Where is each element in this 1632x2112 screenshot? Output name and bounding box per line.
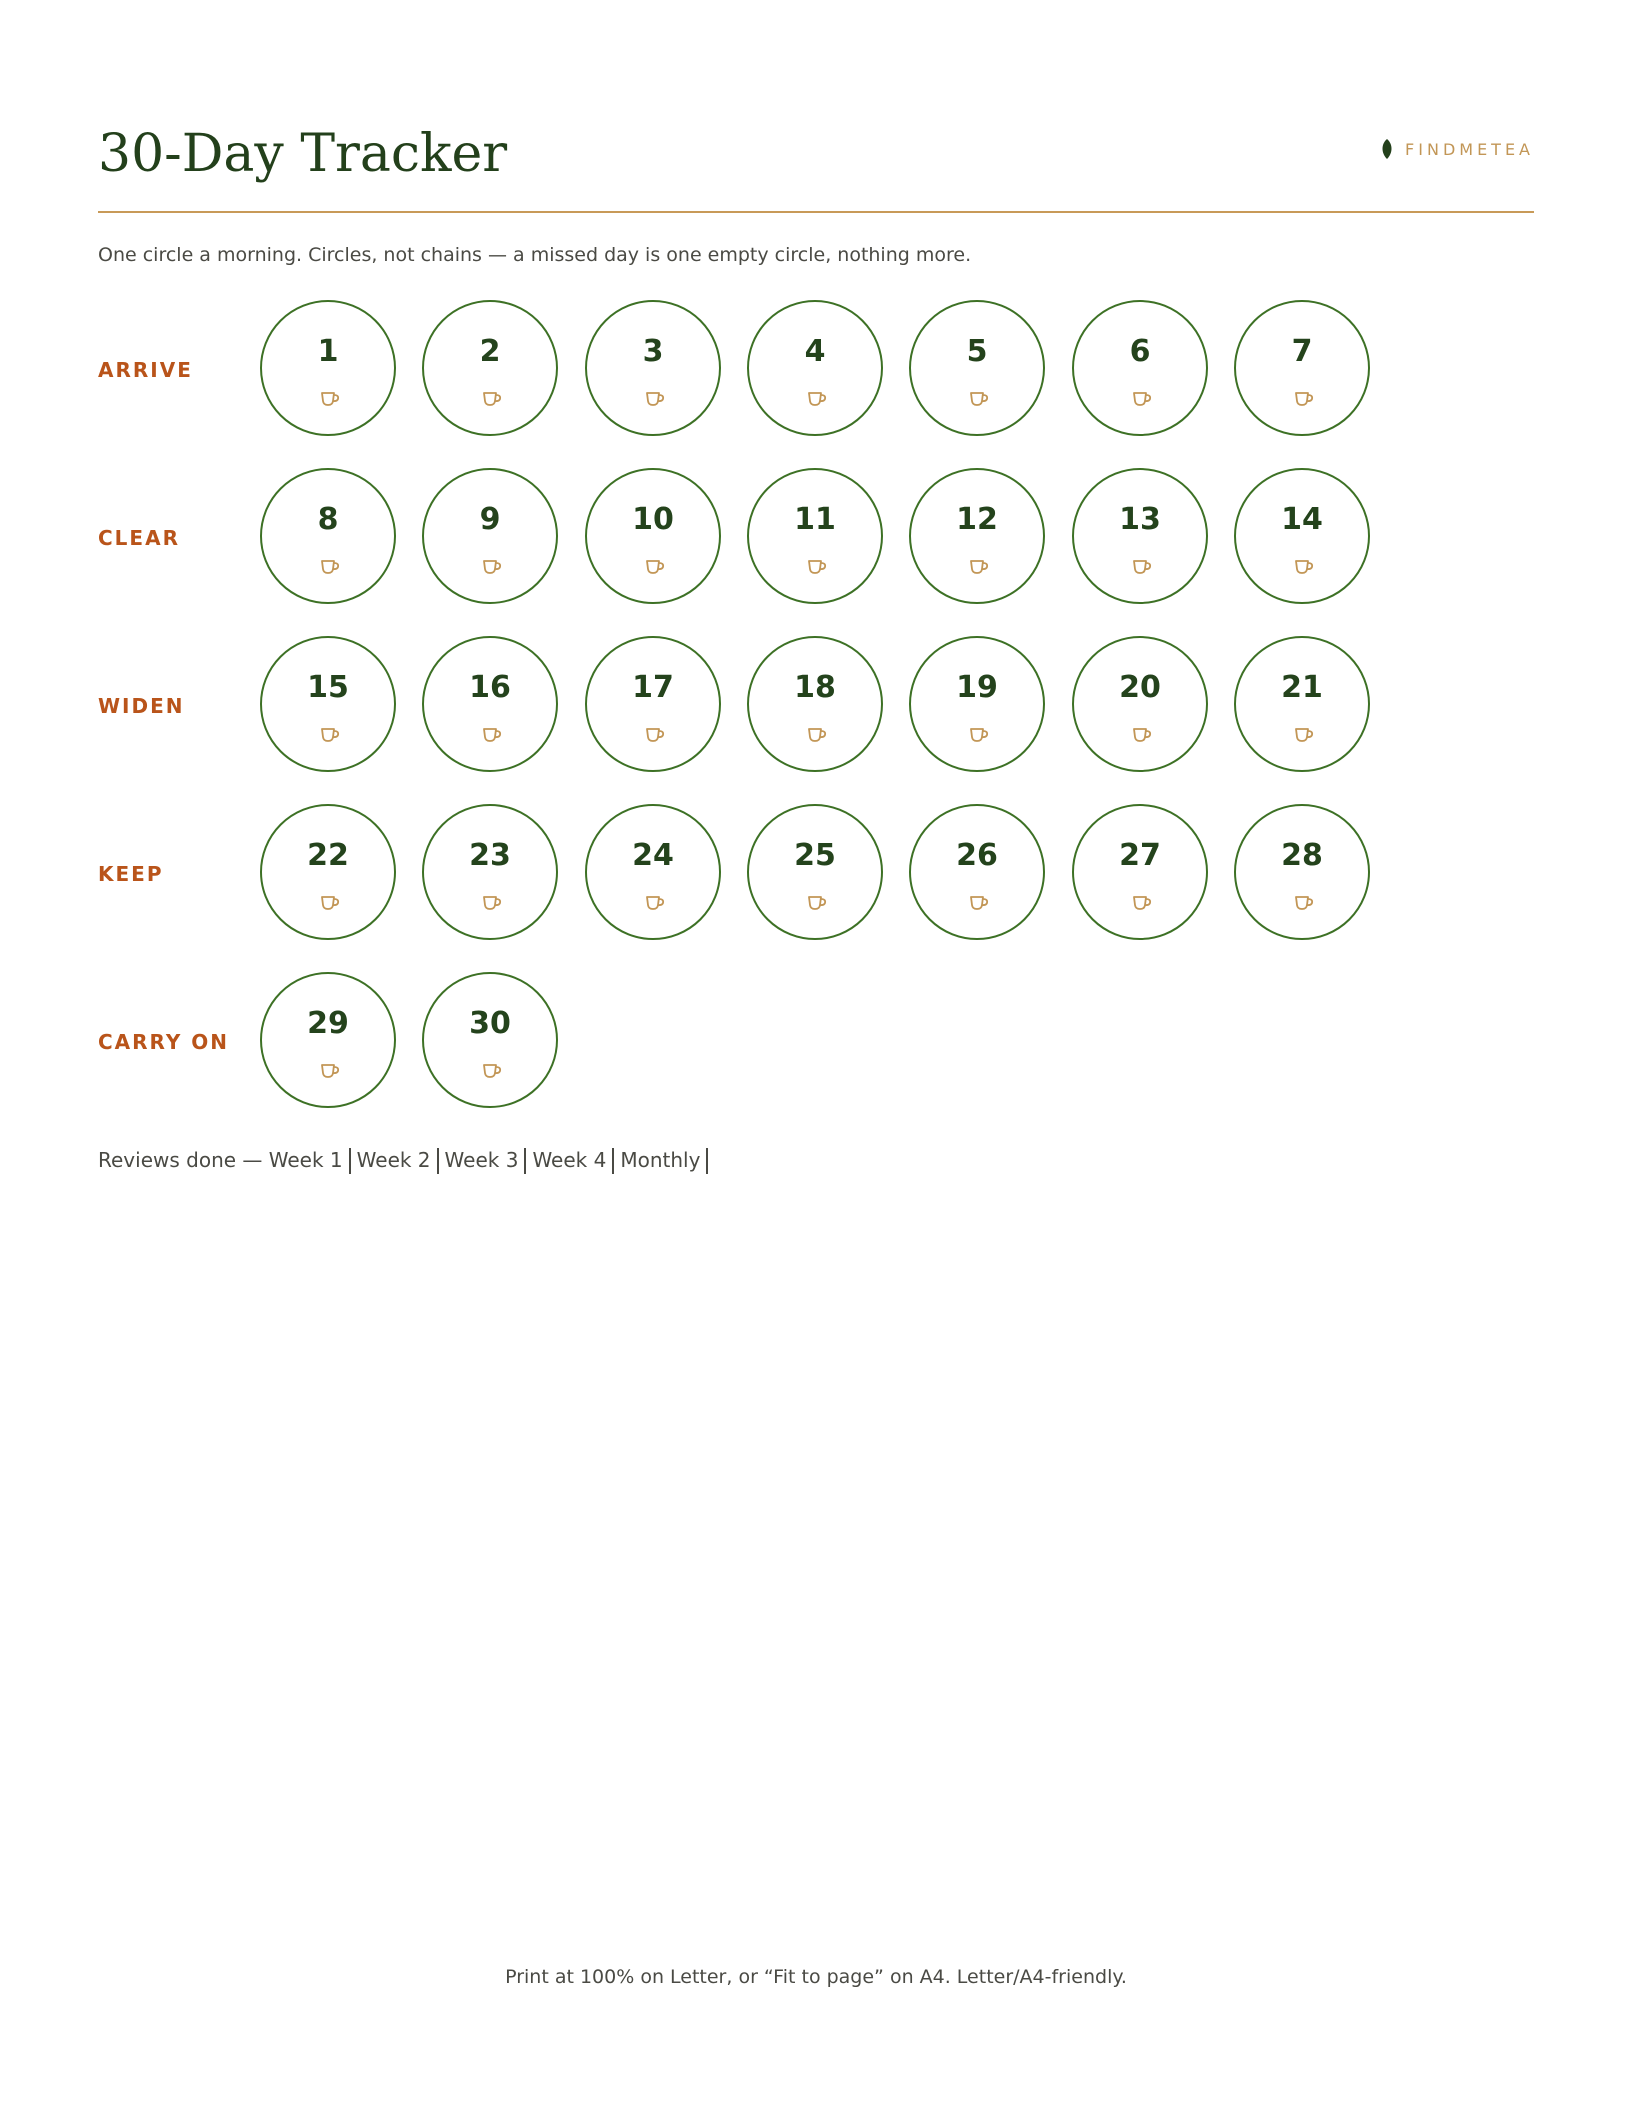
day-circle-21[interactable]: [1234, 636, 1370, 772]
day-circle-15[interactable]: [260, 636, 396, 772]
phase-label: WIDEN: [98, 694, 185, 718]
day-circle-12[interactable]: [909, 468, 1045, 604]
review-week-1-label: Week 1: [268, 1148, 343, 1172]
tea-cup-icon: [320, 1061, 342, 1079]
day-number: 21: [1281, 670, 1323, 705]
tracker-page: [98, 0, 1534, 2112]
leaf-icon: [1379, 138, 1395, 160]
phase-row-arrive: [98, 300, 1534, 440]
tea-cup-icon: [645, 725, 667, 743]
day-number: 22: [307, 838, 349, 873]
tea-cup-icon: [320, 725, 342, 743]
day-number: 9: [479, 502, 501, 537]
day-number: 11: [794, 502, 836, 537]
day-number: 6: [1129, 334, 1151, 369]
brand: [1379, 138, 1534, 160]
day-number: 26: [956, 838, 998, 873]
day-number: 27: [1119, 838, 1161, 873]
tea-cup-icon: [807, 725, 829, 743]
intro-text: One circle a morning. Circles, not chains — a missed day is one empty circle, nothing more.: [98, 244, 972, 266]
day-circle-27[interactable]: [1072, 804, 1208, 940]
tea-cup-icon: [482, 389, 504, 407]
tea-cup-icon: [1132, 557, 1154, 575]
tea-cup-icon: [482, 725, 504, 743]
day-circle-29[interactable]: [260, 972, 396, 1108]
day-circle-18[interactable]: [747, 636, 883, 772]
day-number: 10: [632, 502, 674, 537]
day-circle-20[interactable]: [1072, 636, 1208, 772]
review-week-2-checkbox[interactable]: [437, 1148, 439, 1174]
day-number: 30: [469, 1006, 511, 1041]
tea-cup-icon: [1132, 389, 1154, 407]
tea-cup-icon: [807, 389, 829, 407]
review-week-4-checkbox[interactable]: [612, 1148, 614, 1174]
day-circle-24[interactable]: [585, 804, 721, 940]
tea-cup-icon: [1294, 389, 1316, 407]
tea-cup-icon: [807, 893, 829, 911]
day-number: 29: [307, 1006, 349, 1041]
tea-cup-icon: [320, 557, 342, 575]
tea-cup-icon: [1294, 557, 1316, 575]
day-number: 3: [642, 334, 664, 369]
day-circle-5[interactable]: [909, 300, 1045, 436]
day-number: 2: [479, 334, 501, 369]
reviews-checklist: [98, 1145, 714, 1176]
day-number: 20: [1119, 670, 1161, 705]
tea-cup-icon: [1294, 893, 1316, 911]
tea-cup-icon: [969, 893, 991, 911]
print-note: Print at 100% on Letter, or “Fit to page” on A4. Letter/A4-friendly.: [505, 1966, 1127, 1988]
day-number: 7: [1291, 334, 1313, 369]
day-number: 13: [1119, 502, 1161, 537]
day-circle-17[interactable]: [585, 636, 721, 772]
tea-cup-icon: [645, 893, 667, 911]
review-monthly-label: Monthly: [620, 1148, 701, 1172]
header-divider: [98, 211, 1534, 213]
day-number: 1: [317, 334, 339, 369]
tea-cup-icon: [807, 557, 829, 575]
day-circle-28[interactable]: [1234, 804, 1370, 940]
day-circle-22[interactable]: [260, 804, 396, 940]
day-number: 23: [469, 838, 511, 873]
day-number: 25: [794, 838, 836, 873]
tea-cup-icon: [645, 557, 667, 575]
header: [98, 120, 1534, 212]
review-week-4-label: Week 4: [532, 1148, 607, 1172]
tea-cup-icon: [482, 557, 504, 575]
review-week-1-checkbox[interactable]: [349, 1148, 351, 1174]
day-number: 18: [794, 670, 836, 705]
phase-row-carry-on: [98, 972, 1534, 1112]
tea-cup-icon: [320, 389, 342, 407]
day-circle-23[interactable]: [422, 804, 558, 940]
review-week-3-label: Week 3: [444, 1148, 519, 1172]
tea-cup-icon: [482, 1061, 504, 1079]
day-number: 4: [804, 334, 826, 369]
phase-row-keep: [98, 804, 1534, 944]
tea-cup-icon: [320, 893, 342, 911]
tea-cup-icon: [1132, 725, 1154, 743]
day-number: 15: [307, 670, 349, 705]
day-circle-14[interactable]: [1234, 468, 1370, 604]
tea-cup-icon: [969, 389, 991, 407]
phase-label: CLEAR: [98, 526, 180, 550]
day-circle-11[interactable]: [747, 468, 883, 604]
day-circle-7[interactable]: [1234, 300, 1370, 436]
day-circle-30[interactable]: [422, 972, 558, 1108]
day-circle-1[interactable]: [260, 300, 396, 436]
tea-cup-icon: [969, 725, 991, 743]
phase-row-widen: [98, 636, 1534, 776]
day-circle-9[interactable]: [422, 468, 558, 604]
review-week-3-checkbox[interactable]: [524, 1148, 526, 1174]
review-monthly-checkbox[interactable]: [706, 1148, 708, 1174]
tea-cup-icon: [1132, 893, 1154, 911]
tea-cup-icon: [1294, 725, 1316, 743]
phase-label: CARRY ON: [98, 1030, 230, 1054]
day-circle-25[interactable]: [747, 804, 883, 940]
day-circle-16[interactable]: [422, 636, 558, 772]
review-week-2-label: Week 2: [356, 1148, 431, 1172]
day-number: 16: [469, 670, 511, 705]
tea-cup-icon: [482, 893, 504, 911]
tea-cup-icon: [645, 389, 667, 407]
day-circle-3[interactable]: [585, 300, 721, 436]
day-number: 28: [1281, 838, 1323, 873]
day-circle-19[interactable]: [909, 636, 1045, 772]
day-circle-6[interactable]: [1072, 300, 1208, 436]
day-number: 5: [966, 334, 988, 369]
day-number: 17: [632, 670, 674, 705]
day-number: 19: [956, 670, 998, 705]
day-circle-26[interactable]: [909, 804, 1045, 940]
phase-row-clear: [98, 468, 1534, 608]
day-circle-2[interactable]: [422, 300, 558, 436]
phase-label: ARRIVE: [98, 358, 193, 382]
reviews-prefix: Reviews done —: [98, 1148, 269, 1172]
page-title: 30-Day Tracker: [98, 124, 508, 184]
day-circle-10[interactable]: [585, 468, 721, 604]
tea-cup-icon: [969, 557, 991, 575]
day-number: 8: [317, 502, 339, 537]
day-circle-8[interactable]: [260, 468, 396, 604]
day-number: 12: [956, 502, 998, 537]
phase-label: KEEP: [98, 862, 164, 886]
brand-name: FINDMETEA: [1405, 139, 1534, 159]
day-circle-13[interactable]: [1072, 468, 1208, 604]
day-circle-4[interactable]: [747, 300, 883, 436]
day-number: 14: [1281, 502, 1323, 537]
day-number: 24: [632, 838, 674, 873]
